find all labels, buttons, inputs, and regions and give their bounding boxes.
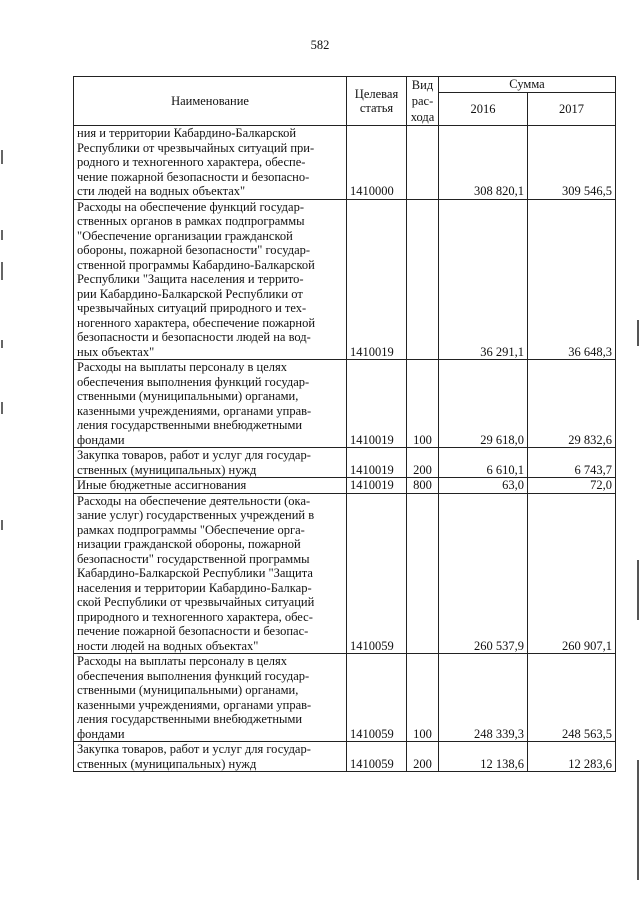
header-year-2017: 2017 bbox=[528, 92, 616, 125]
row-target-article: 1410059 bbox=[347, 742, 407, 772]
row-expense-type: 800 bbox=[407, 478, 439, 494]
page-number: 582 bbox=[310, 38, 330, 52]
scan-edge-marks-right bbox=[634, 0, 640, 905]
row-sum-2017: 12 283,6 bbox=[528, 742, 616, 772]
table-row bbox=[74, 360, 616, 448]
header-type-line3: хода bbox=[410, 110, 435, 124]
row-name: Расходы на выплаты персоналу в целях обеспечения выполнения функций государ- ственными (муниципальными) органами, казенными учреждениями, органами управ- ления государственными внебюджетными фондами bbox=[74, 654, 347, 742]
row-name: Расходы на выплаты персоналу в целях обеспечения выполнения функций государ- ственными (муниципальными) органами, казенными учреждениями, органами управ- ления государственными внебюджетными фондами bbox=[74, 360, 347, 448]
table-row bbox=[74, 126, 616, 200]
table-row bbox=[74, 199, 616, 360]
table-row bbox=[74, 742, 616, 772]
row-target-article: 1410019 bbox=[347, 448, 407, 478]
header-target-line2: статья bbox=[359, 101, 394, 115]
row-name: Закупка товаров, работ и услуг для государ- ственных (муниципальных) нужд bbox=[74, 448, 347, 478]
row-target-article: 1410059 bbox=[347, 493, 407, 654]
row-sum-2016: 12 138,6 bbox=[439, 742, 528, 772]
row-name: Закупка товаров, работ и услуг для государ- ственных (муниципальных) нужд bbox=[74, 742, 347, 772]
row-target-article: 1410000 bbox=[347, 126, 407, 200]
row-sum-2016: 308 820,1 bbox=[439, 126, 528, 200]
row-sum-2016: 29 618,0 bbox=[439, 360, 528, 448]
row-sum-2016: 36 291,1 bbox=[439, 199, 528, 360]
row-sum-2017: 36 648,3 bbox=[528, 199, 616, 360]
row-name: Иные бюджетные ассигнования bbox=[74, 478, 347, 494]
header-type-line2: рас- bbox=[411, 94, 434, 108]
table-row bbox=[74, 448, 616, 478]
header-target-line1: Целевая bbox=[354, 86, 399, 101]
row-sum-2016: 260 537,9 bbox=[439, 493, 528, 654]
row-name: Расходы на обеспечение функций государ- ственных органов в рамках подпрограммы "Обеспечение организации гражданской обороны, пожарной безопасности" государ- ственной программы Кабардино-Балкарской Республики "Защита населения и террито- рии Кабардино-Балкарской Республики от чрезвычайных ситуаций природного и тех- ногенного характера, обеспечение пожарной безопасности и безопасности людей на вод- ных объектах" bbox=[74, 199, 347, 360]
row-sum-2017: 72,0 bbox=[528, 478, 616, 494]
row-name: ния и территории Кабардино-Балкарской Республики от чрезвычайных ситуаций при- родного и техногенного характера, обеспе- чение пожарной безопасности и безопасно- сти людей на водных объектах" bbox=[74, 126, 347, 200]
header-expense-type bbox=[407, 77, 439, 126]
scan-edge-marks-left bbox=[0, 0, 6, 905]
row-expense-type: 100 bbox=[407, 654, 439, 742]
row-sum-2017: 309 546,5 bbox=[528, 126, 616, 200]
row-target-article: 1410019 bbox=[347, 360, 407, 448]
header-year-2016: 2016 bbox=[439, 92, 528, 125]
row-expense-type: 200 bbox=[407, 448, 439, 478]
row-expense-type bbox=[407, 199, 439, 360]
row-expense-type: 200 bbox=[407, 742, 439, 772]
table-row bbox=[74, 654, 616, 742]
row-sum-2017: 6 743,7 bbox=[528, 448, 616, 478]
row-expense-type: 100 bbox=[407, 360, 439, 448]
table-row bbox=[74, 493, 616, 654]
table-body bbox=[74, 126, 616, 772]
header-target-article bbox=[347, 77, 407, 126]
row-sum-2017: 248 563,5 bbox=[528, 654, 616, 742]
row-target-article: 1410019 bbox=[347, 478, 407, 494]
header-type-line1: Вид bbox=[411, 78, 434, 92]
row-target-article: 1410059 bbox=[347, 654, 407, 742]
row-sum-2016: 63,0 bbox=[439, 478, 528, 494]
row-expense-type bbox=[407, 126, 439, 200]
row-sum-2017: 29 832,6 bbox=[528, 360, 616, 448]
row-name: Расходы на обеспечение деятельности (ока- зание услуг) государственных учреждений в рамках подпрограммы "Обеспечение орга- низации гражданской обороны, пожарной безопасности" государственной программы Кабардино-Балкарской Республики "Защита населения и территории Кабардино-Балкар- ской Республики от чрезвычайных ситуаций природного и техногенного характера, обес- печение пожарной безопасности и безопас- ности людей на водных объектах" bbox=[74, 493, 347, 654]
header-name: Наименование bbox=[74, 77, 347, 126]
row-sum-2017: 260 907,1 bbox=[528, 493, 616, 654]
table-row bbox=[74, 478, 616, 494]
budget-table bbox=[73, 76, 616, 772]
row-expense-type bbox=[407, 493, 439, 654]
row-sum-2016: 248 339,3 bbox=[439, 654, 528, 742]
row-sum-2016: 6 610,1 bbox=[439, 448, 528, 478]
header-sum: Сумма bbox=[439, 77, 616, 93]
row-target-article: 1410019 bbox=[347, 199, 407, 360]
